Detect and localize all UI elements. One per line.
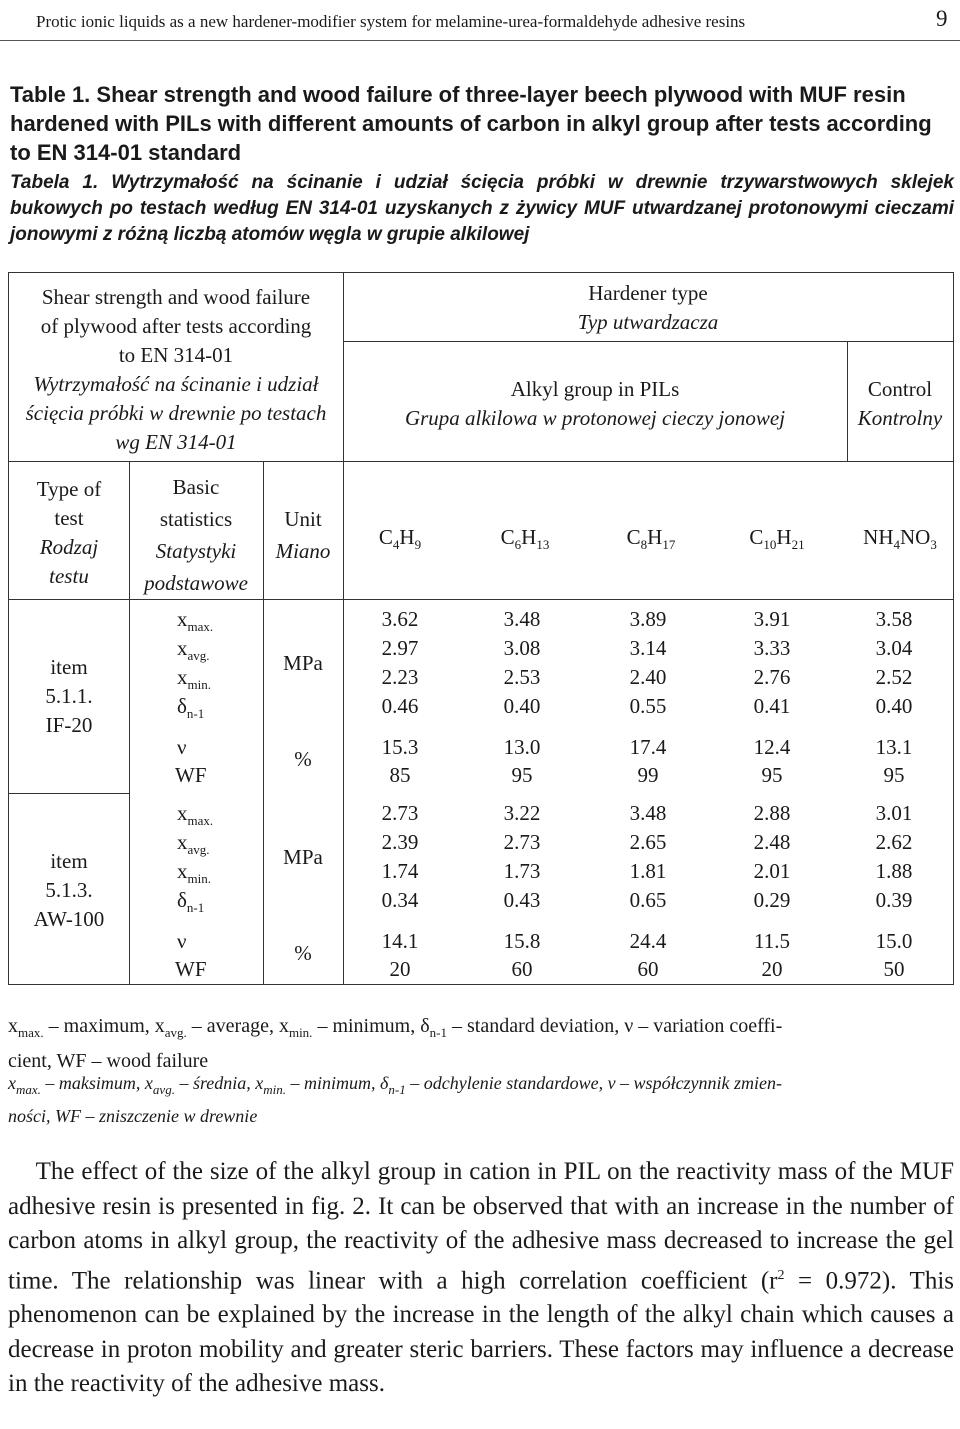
value-cell: 0.29 <box>753 888 791 912</box>
stat-xmax: $x_{max.}$ <box>177 607 214 634</box>
footnote-en: $x_{max.}$ – maximum, $x_{avg.}$ – average, $x_{min.}$ – minimum, $\delta_{n-1}$ – standard deviation, ν – variation coeffi- cient, WF – wood failure <box>8 1015 783 1072</box>
value-cell: 2.65 <box>629 830 667 854</box>
value-cell: 2.39 <box>381 830 419 854</box>
formula-c10h21: $C_{10}H_{21}$ <box>749 525 805 552</box>
running-head <box>0 4 960 41</box>
value-cell: 0.46 <box>381 694 419 718</box>
value-cell: 15.0 <box>875 929 913 953</box>
header-basic-statistics: Basic statistics Statystyki podstawowe <box>144 475 248 595</box>
value-cell: 2.48 <box>753 830 791 854</box>
page-number: 9 <box>936 6 948 31</box>
value-cell: 0.39 <box>875 888 913 912</box>
value-cell: 2.97 <box>381 636 419 660</box>
value-cell: 2.52 <box>875 665 913 689</box>
stat-nu: ν <box>177 735 187 759</box>
value-cell: 13.1 <box>875 735 913 759</box>
rule-header-1 <box>9 461 953 462</box>
value-cell: 60 <box>511 957 533 981</box>
value-cell: 3.33 <box>753 636 791 660</box>
value-cell: 3.58 <box>875 607 913 631</box>
value-cell: 20 <box>389 957 411 981</box>
value-cell: 50 <box>883 957 905 981</box>
unit-percent: % <box>294 747 312 771</box>
value-cell: 2.62 <box>875 830 913 854</box>
formula-c4h9: $C_4H_9$ <box>378 525 422 552</box>
unit-mpa: MPa <box>283 651 323 675</box>
value-cell: 95 <box>511 763 533 787</box>
header-alkyl-group: Alkyl group in PILs Grupa alkilowa w protonowej cieczy jonowej <box>404 377 786 430</box>
value-cell: 99 <box>637 763 659 787</box>
stat-xavg: $x_{avg.}$ <box>177 636 210 663</box>
value-cell: 11.5 <box>754 929 790 953</box>
value-cell: 3.48 <box>629 801 667 825</box>
value-cell: 14.1 <box>381 929 419 953</box>
value-cell: 1.88 <box>875 859 913 883</box>
rule-group-split <box>9 793 129 794</box>
stat-sd: $\delta_{n-1}$ <box>177 694 205 721</box>
stat-xmax: $x_{max.}$ <box>177 801 214 828</box>
header-unit: Unit Miano <box>275 507 331 563</box>
value-cell: 0.40 <box>875 694 913 718</box>
value-cell: 95 <box>883 763 905 787</box>
value-cell: 2.53 <box>503 665 541 689</box>
value-cell: 0.65 <box>629 888 667 912</box>
value-cell: 0.55 <box>629 694 667 718</box>
header-description: Shear strength and wood failure of plywood after tests according to EN 314-01 Wytrzymałość na ścinanie i udział ścięcia próbki w drewnie po testach wg EN 314-01 <box>25 285 327 454</box>
value-cell: 3.22 <box>503 801 541 825</box>
value-cell: 1.81 <box>629 859 667 883</box>
value-cell: 2.23 <box>381 665 419 689</box>
formula-c8h17: $C_8H_{17}$ <box>626 525 676 552</box>
value-cell: 13.0 <box>503 735 541 759</box>
table-caption-en: Table 1. Shear strength and wood failure of three-layer beech plywood with MUF resin hardened with PILs with different amounts of carbon in alkyl group after tests according to EN 314-01 standard <box>10 82 932 165</box>
header-type-of-test: Type of test Rodzaj testu <box>36 477 102 588</box>
value-cell: 2.76 <box>753 665 791 689</box>
value-cell: 2.73 <box>503 830 541 854</box>
table-caption-pl: Tabela 1. Wytrzymałość na ścinanie i udział ścięcia próbki w drewnie trzywarstwowych sklejek bukowych po testach według EN 314-01 uzyskanych z żywicy MUF utwardzanej protonowymi cieczami jonowymi z różną liczbą atomów węgla w grupie alkilowej <box>10 172 954 245</box>
test-label-aw100: item 5.1.3. AW-100 <box>33 849 105 931</box>
value-cell: 12.4 <box>753 735 791 759</box>
value-cell: 15.3 <box>381 735 419 759</box>
value-cell: 3.04 <box>875 636 913 660</box>
footnote-pl: $x_{max.}$ – maksimum, $x_{avg.}$ – średnia, $x_{min.}$ – minimum, $\delta_{n-1}$ – odchylenie standardowe, ν – współczynnik zmien- ności, WF – zniszczenie w drewnie <box>8 1073 783 1126</box>
stat-wf: WF <box>175 763 207 787</box>
value-cell: 1.74 <box>381 859 419 883</box>
value-cell: 1.73 <box>503 859 541 883</box>
stat-nu: ν <box>177 929 187 953</box>
value-cell: 85 <box>389 763 411 787</box>
value-cell: 3.14 <box>629 636 667 660</box>
value-cell: 2.40 <box>629 665 667 689</box>
header-hardener-type: Hardener type Typ utwardzacza <box>577 281 719 334</box>
formula-nh4no3: $NH_4NO_3$ <box>863 525 937 552</box>
value-cell: 3.48 <box>503 607 541 631</box>
value-cell: 20 <box>761 957 783 981</box>
test-label-if20: item 5.1.1. IF-20 <box>45 655 93 737</box>
value-cell: 95 <box>761 763 783 787</box>
running-title: Protic ionic liquids as a new hardener-modifier system for melamine-urea-formaldehyde adhesive resins <box>36 12 746 31</box>
value-cell: 15.8 <box>503 929 541 953</box>
stat-xavg: $x_{avg.}$ <box>177 830 210 857</box>
value-cell: 2.01 <box>753 859 791 883</box>
value-cell: 24.4 <box>629 929 667 953</box>
formula-c6h13: $C_6H_{13}$ <box>500 525 550 552</box>
value-cell: 0.40 <box>503 694 541 718</box>
value-cell: 0.41 <box>753 694 791 718</box>
value-cell: 2.73 <box>381 801 419 825</box>
stat-xmin: $x_{min.}$ <box>177 859 211 886</box>
rule-header-2 <box>9 599 953 600</box>
stat-xmin: $x_{min.}$ <box>177 665 211 692</box>
results-table <box>8 272 954 985</box>
value-cell: 3.08 <box>503 636 541 660</box>
unit-percent: % <box>294 941 312 965</box>
unit-mpa: MPa <box>283 845 323 869</box>
value-cell: 60 <box>637 957 659 981</box>
value-cell: 3.91 <box>753 607 791 631</box>
rule-under-hardener <box>343 341 953 342</box>
value-cell: 3.89 <box>629 607 667 631</box>
body-paragraph: The effect of the size of the alkyl group in cation in PIL on the reactivity mass of the MUF adhesive resin is presented in fig. 2. It can be observed that with an increase in the number of carbon atoms in alkyl group, the reactivity of the adhesive mass decreased to increase the gel time. The relationship was linear with a high correlation coefficient $(r^2 = 0.972)$. This phenomenon can be explained by the increase in the length of the alkyl chain which causes a decrease in proton mobility and greater steric barriers. These factors may influence a decrease in the reactivity of the adhesive mass. <box>8 1158 954 1398</box>
value-cell: 0.34 <box>381 888 419 912</box>
stat-sd: $\delta_{n-1}$ <box>177 888 205 915</box>
value-cell: 2.88 <box>753 801 791 825</box>
value-cell: 0.43 <box>503 888 541 912</box>
value-cell: 17.4 <box>629 735 667 759</box>
value-cell: 3.62 <box>381 607 419 631</box>
value-cell: 3.01 <box>875 801 913 825</box>
stat-wf: WF <box>175 957 207 981</box>
header-control: Control Kontrolny <box>857 377 943 430</box>
